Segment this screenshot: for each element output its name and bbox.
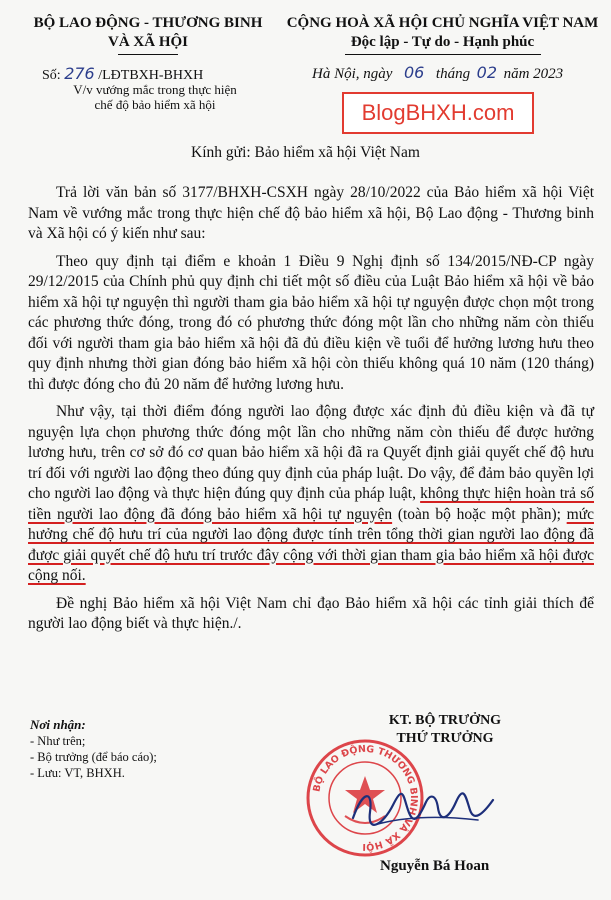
ministry-rule [118, 54, 178, 55]
seal-text: BỘ LAO ĐỘNG THƯƠNG BINH VÀ XÃ HỘI [311, 743, 420, 853]
nation-header [280, 14, 605, 55]
recipient-item: - Lưu: VT, BHXH. [30, 766, 125, 780]
nation-line-1: CỘNG HOÀ XÃ HỘI CHỦ NGHĨA VIỆT NAM [286, 15, 599, 31]
signature-title-line-2: THỨ TRƯỞNG [396, 731, 494, 746]
document-number [42, 64, 203, 84]
paragraph-3-part-a: Như vậy, tại thời điểm đóng người lao động được xác định đủ điều kiện và đã tự nguyện lựa chọn phương thức đóng một lần cho những năm còn thiếu để được hưởng lương hưu, trên cơ sở đó cơ quan bảo hiểm xã hội đã ra Quyết định giải quyết chế độ hưu trí đối với người lao động theo đúng quy định của pháp luật. Do vậy, để đảm bảo quyền lợi cho người lao động và thực hiện đúng quy định của pháp luật, [28, 403, 594, 502]
underlined-no-refund: không thực hiện hoàn trả số tiền người lao động đã đóng bảo hiểm xã hội tự nguyện [28, 485, 594, 523]
paragraph-3-part-b: (toàn bộ hoặc một phần); [392, 505, 567, 523]
doc-number-handwritten: 276 [64, 64, 95, 83]
recipient-item: - Như trên; [30, 734, 86, 748]
paragraph-3 [28, 402, 594, 587]
doc-number-prefix: Số: [42, 68, 61, 83]
date-month-label: tháng [435, 66, 471, 82]
subject-line-2: chế độ bảo hiểm xã hội [94, 97, 216, 112]
ministry-line-2: VÀ XÃ HỘI [107, 34, 188, 50]
paragraph-4: Đề nghị Bảo hiểm xã hội Việt Nam chỉ đạo Bảo hiểm xã hội các tỉnh giải thích để người lao động biết và thực hiện./. [28, 594, 594, 632]
date-place: Hà Nội, ngày [312, 66, 393, 82]
letter-body [28, 183, 594, 642]
paragraph-2: Theo quy định tại điểm e khoản 1 Điều 9 Nghị định số 134/2015/NĐ-CP ngày 29/12/2015 của Chính phủ quy định chi tiết một số điều của Luật Bảo hiểm xã hội về bảo hiểm xã hội tự nguyện thì người tham gia bảo hiểm xã hội tự nguyện được chọn một trong các phương thức đóng, trong đó có phương thức đóng một lần cho những năm còn thiếu đối với người tham gia bảo hiểm xã hội đã đủ điều kiện về tuổi để hưởng lương hưu theo quy định nhưng thời gian đóng bảo hiểm xã hội còn thiếu không quá 10 năm (120 tháng) thì được đóng cho đủ 20 năm để hưởng lương hưu. [28, 252, 594, 393]
doc-number-code: /LĐTBXH-BHXH [98, 68, 204, 83]
underlined-pension-calc: mức hưởng chế độ hưu trí của người lao động được tính trên tổng thời gian người lao động đã được giải quyết chế độ hưu trí trước đây cộng với thời gian tham gia bảo hiểm xã hội được cộng nối. [28, 505, 594, 584]
watermark-badge: BlogBHXH.com [342, 92, 534, 134]
nation-motto: Độc lập - Tự do - Hạnh phúc [350, 34, 535, 50]
signer-name: Nguyễn Bá Hoan [380, 858, 490, 874]
handwritten-signature [348, 780, 498, 835]
ministry-header [18, 14, 278, 55]
date-month: 02 [476, 63, 498, 82]
ministry-line-1: BỘ LAO ĐỘNG - THƯƠNG BINH [33, 15, 263, 31]
recipient-item: - Bộ trưởng (để báo cáo); [30, 750, 157, 764]
paragraph-1: Trả lời văn bản số 3177/BHXH-CSXH ngày 28/10/2022 của Bảo hiểm xã hội Việt Nam về vướng mắc trong thực hiện chế độ bảo hiểm xã hội, Bộ Lao động - Thương binh và Xã hội có ý kiến như sau: [28, 184, 594, 242]
signature-title-line-1: KT. BỘ TRƯỞNG [388, 713, 502, 728]
date-day: 06 [403, 63, 425, 82]
nation-rule [345, 54, 541, 55]
recipients-title: Nơi nhận: [30, 717, 86, 732]
date-year: năm 2023 [503, 66, 564, 82]
subject [40, 82, 270, 112]
date-line [312, 63, 563, 83]
addressee: Kính gửi: Bảo hiểm xã hội Việt Nam [191, 144, 420, 161]
recipients-block [30, 717, 157, 781]
subject-line-1: V/v vướng mắc trong thực hiện [73, 82, 237, 97]
